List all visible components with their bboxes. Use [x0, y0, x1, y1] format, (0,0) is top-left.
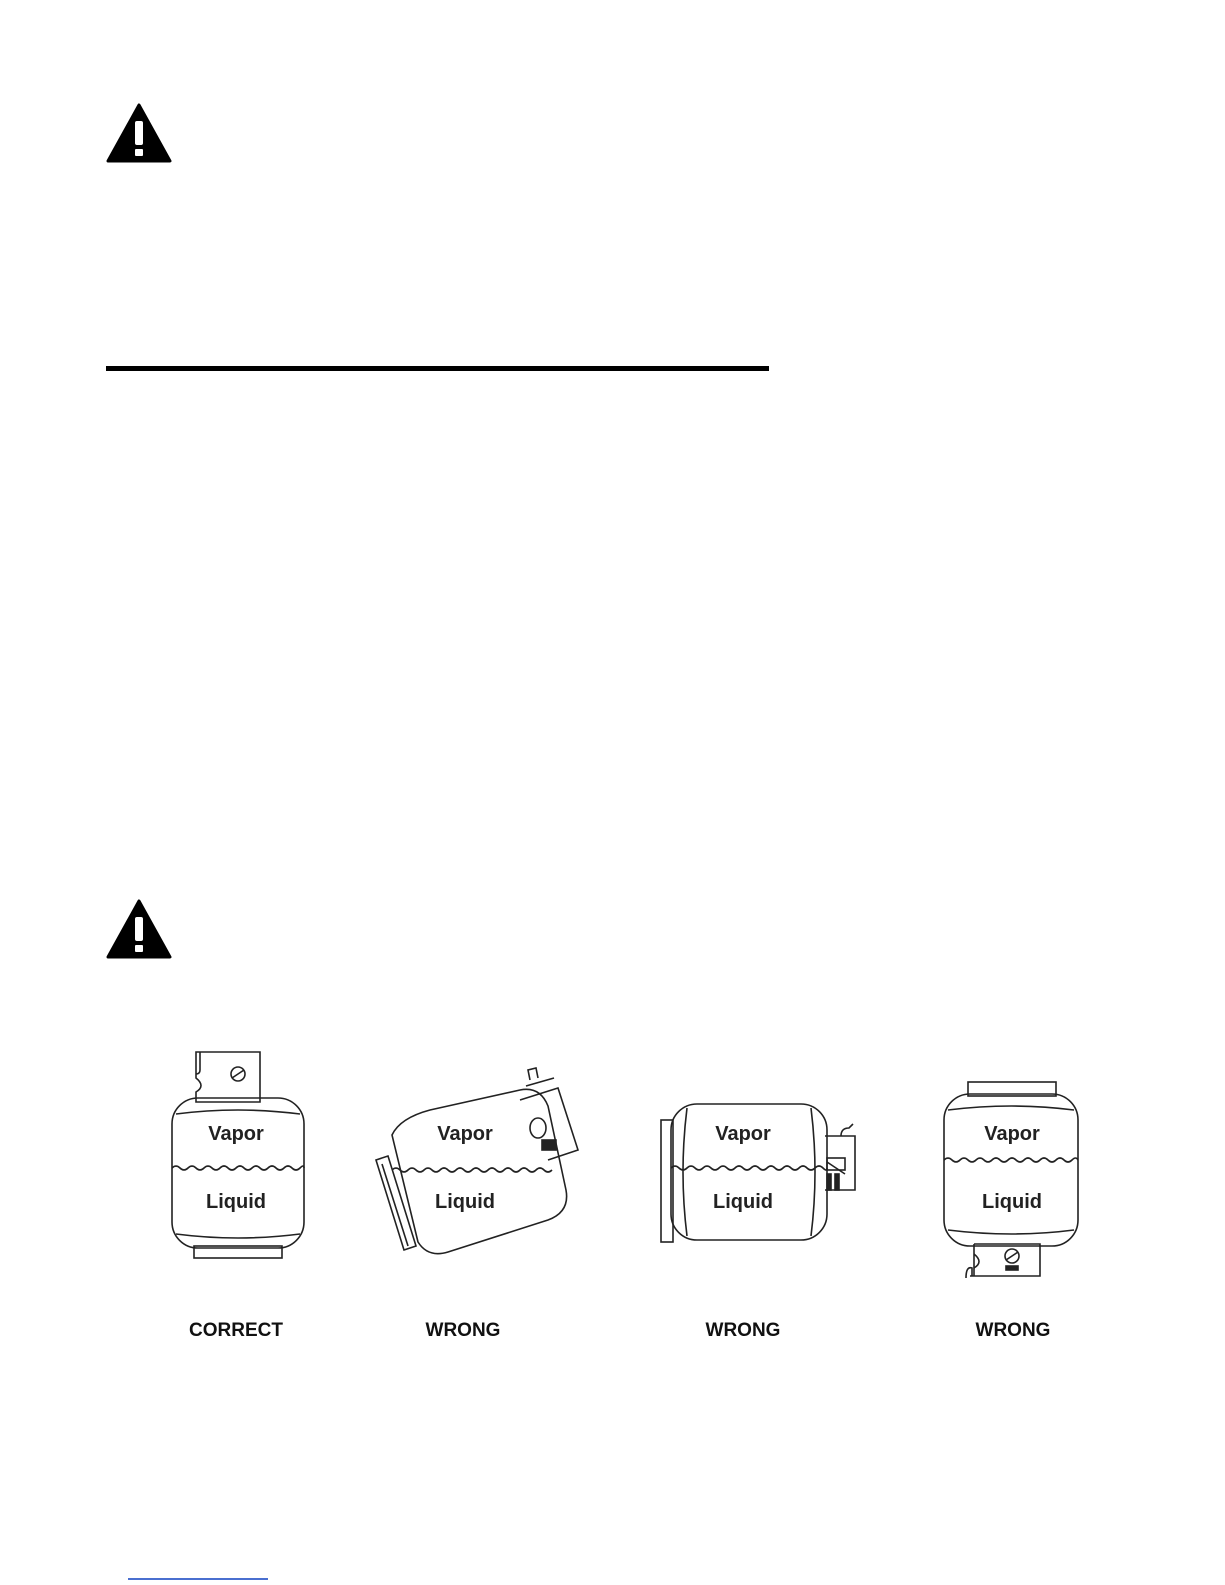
tank-caption: WRONG — [705, 1320, 781, 1341]
footer-link-underline — [128, 1578, 268, 1580]
tank-upside-down-illustration — [922, 1040, 1102, 1300]
vapor-label: Vapor — [208, 1123, 264, 1145]
tank-caption: WRONG — [975, 1320, 1051, 1341]
tank-sideways-illustration — [655, 1040, 875, 1300]
tank-caption: WRONG — [425, 1320, 501, 1341]
tank-caption: CORRECT — [189, 1320, 283, 1341]
vapor-label: Vapor — [984, 1123, 1040, 1145]
warning-triangle-icon — [106, 103, 172, 163]
liquid-label: Liquid — [435, 1191, 495, 1213]
section-divider — [106, 366, 769, 371]
tank-tilted-illustration — [370, 1040, 610, 1300]
liquid-label: Liquid — [206, 1191, 266, 1213]
tank-upright-illustration — [148, 1040, 328, 1300]
vapor-label: Vapor — [715, 1123, 771, 1145]
vapor-label: Vapor — [437, 1123, 493, 1145]
liquid-label: Liquid — [713, 1191, 773, 1213]
liquid-label: Liquid — [982, 1191, 1042, 1213]
warning-triangle-icon — [106, 899, 172, 959]
